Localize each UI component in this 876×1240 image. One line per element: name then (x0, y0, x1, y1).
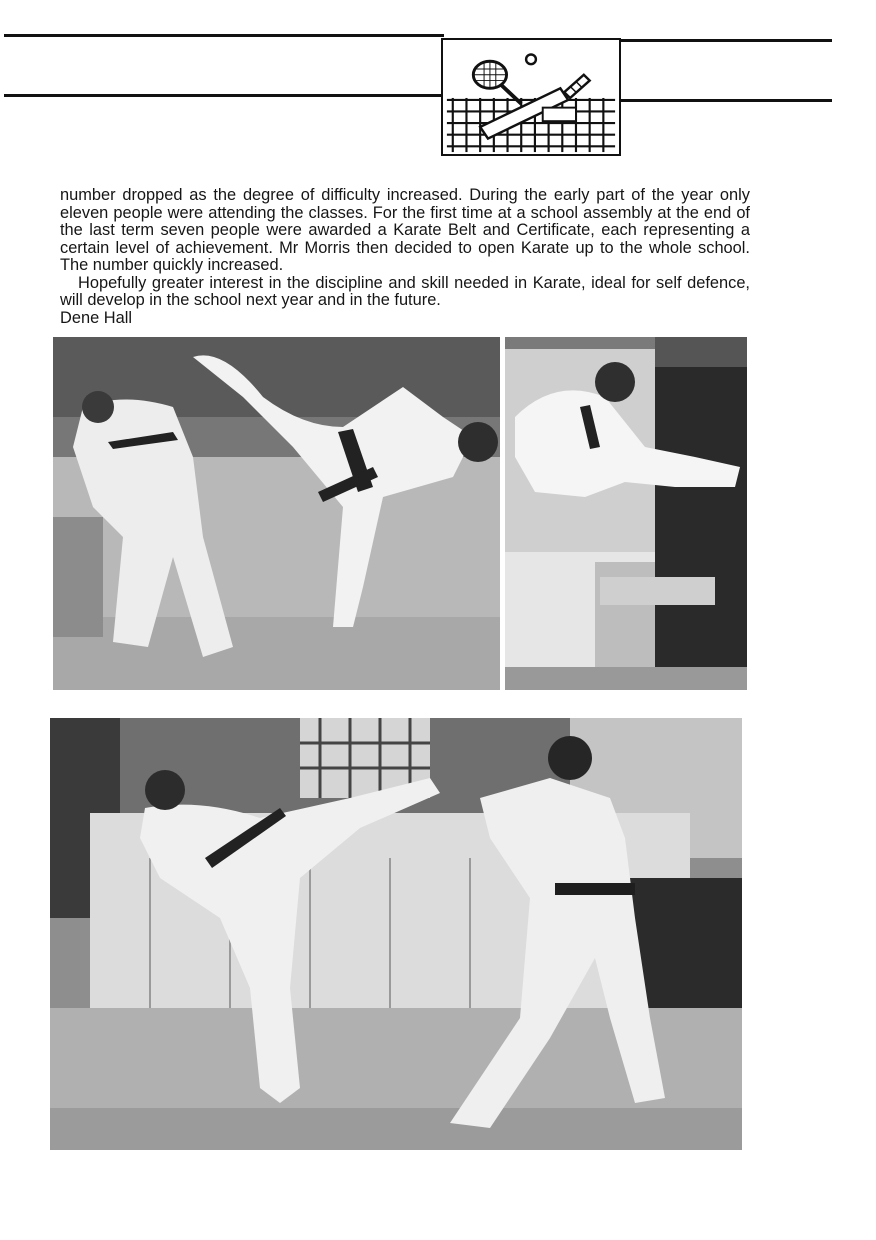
header-rule-top-right (621, 39, 832, 42)
header-rule-top-left (4, 34, 444, 37)
sports-emblem (441, 38, 621, 156)
article-paragraph: Hopefully greater interest in the discipline and skill needed in Karate, ideal for self defence, will develop in the school next year and in the future. (60, 273, 750, 309)
karate-kick-on-grass-photo (53, 337, 500, 690)
header-rule-bottom-right (621, 99, 832, 102)
article-author: Dene Hall (60, 308, 132, 327)
article-text (60, 187, 750, 327)
article-paragraph: number dropped as the degree of difficulty increased. During the early part of the year only eleven people were attending the classes. For the first time at a school assembly at the end of the last term seven people were awarded a Karate Belt and Certificate, each representing a certain level of achievement. Mr Morris then decided to open Karate up to the whole school. The number quickly increased. (60, 186, 750, 274)
header-rule-bottom-left (4, 94, 444, 97)
tennis-racket-and-cricket-bat-over-net-icon (443, 40, 619, 154)
karate-flying-kick-by-building-photo (505, 337, 747, 690)
karate-sparring-outside-building-photo (50, 718, 742, 1150)
